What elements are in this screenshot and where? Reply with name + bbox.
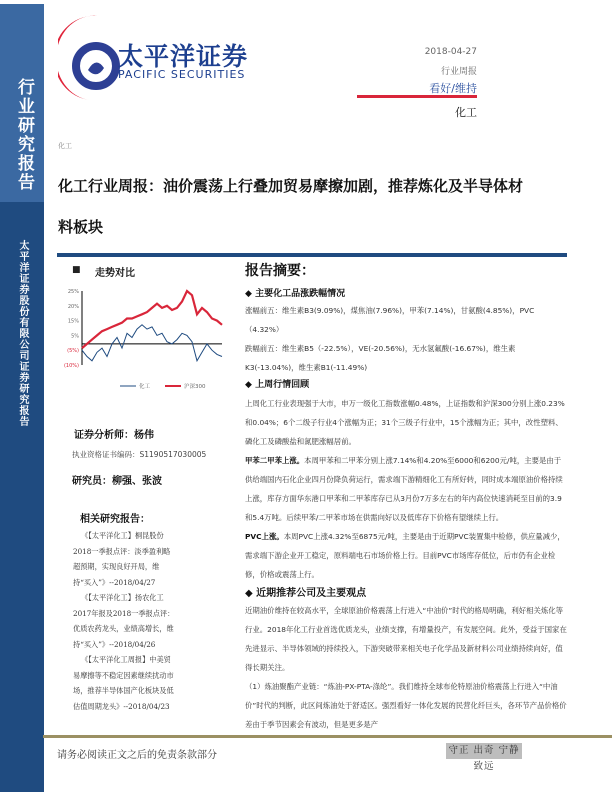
sidebar-title: 行业研究报告	[14, 78, 34, 192]
legend-label: 沪深300	[184, 384, 206, 390]
trend-chart	[60, 285, 235, 395]
series-line-hs300	[82, 291, 222, 348]
toluene-paragraph	[245, 451, 567, 527]
brand-name-en: PACIFIC SECURITIES	[118, 68, 246, 81]
top-losers: 跌幅前五：维生素B5（-22.5%），VE(-20.56%)，无水氢氟酸(-16.67%)，维生素K3(-13.04%)，维生素B1(-11.49%)	[245, 344, 516, 372]
report-title-line1: 化工行业周报：油价震荡上行叠加贸易摩擦加剧，推荐炼化及半导体材	[58, 177, 524, 195]
refining-paragraph: （1）炼油聚酯产业链：“炼油-PX-PTA-涤纶”。我们维持全球布伦特原油价格震荡上行进入“中油价”时代的判断，此区间炼油处于舒适区。强烈看好一体化发展的民营化纤巨头，各环节产品价格价差由于季节因素会有波动，但是更多是产	[245, 682, 567, 729]
pvc-paragraph	[245, 527, 567, 584]
report-type: 行业周报	[440, 67, 477, 77]
related-reports-list	[73, 528, 177, 714]
section-heading: 上周行情回顾	[255, 380, 310, 390]
footer-divider	[43, 735, 612, 738]
legend-label: 化工	[139, 384, 151, 390]
analyst: 证券分析师：杨伟	[74, 430, 154, 441]
pacific-securities-logo-icon	[58, 14, 120, 102]
sector: 化工	[455, 106, 477, 119]
license-number: 执业资格证书编码：S1190517030005	[72, 450, 207, 459]
related-reports-heading: 相关研究报告：	[80, 514, 150, 525]
report-title-line2: 料板块	[58, 218, 104, 236]
summary-heading: 报告摘要：	[245, 263, 315, 279]
rating: 看好/维持	[429, 82, 477, 95]
y-tick-label: (5%)	[67, 348, 79, 355]
paragraph-text: 本周甲苯和二甲苯分别上涨7.14%和4.20%至6000和6200元/吨，主要是由于供给端国内石化企业四月份降负荷运行，需求端下游精细化工有所好转，同时成本端原油价格持续上涨，库存方面华东港口甲苯和二甲苯库存已从3月份7万多左右的年内高位快速消耗至目前的3.9和5.4万吨。后续甲苯/二甲苯市场在供需向好以及低库存下价格有望继续上行。	[245, 456, 563, 522]
diamond-bullet-icon: ◆	[245, 289, 256, 299]
square-bullet-icon: ■	[72, 265, 81, 275]
company-motto: 守正 出奇 宁静 致远	[446, 743, 522, 759]
related-report-link[interactable]: 《【太平洋化工】桐昆股份2018一季报点评：淡季盈利略超预期，实现良好开局，维持“买入”》--2018/04/27	[73, 531, 171, 587]
recommendation-paragraph: 近期油价维持在较高水平，全球原油价格震荡上行进入“中油价”时代的格局明确，利好相关炼化等行业。2018年化工行业首选优质龙头，业绩支撑，有增量投产，有发展空间。此外，受益于国家在先进显示、半导体领域的持续投入，下游突破带来相关电子化学品及新材料公司业绩持续向好，值得长期关注。	[245, 606, 567, 672]
y-tick-label: 25%	[67, 289, 79, 295]
market-review: 上周化工行业表现强于大市，申万一级化工指数涨幅0.48%，上证指数和沪深300分别上涨0.23%和0.04%；6个二级子行业4个涨幅为正；31个三级子行业中，15个涨幅为正；其中，改性塑料、磷化工及磷酸盐和氮肥涨幅居前。	[245, 399, 565, 446]
related-report-link[interactable]: 《【太平洋化工周报】中美贸易摩擦等不稳定因素继续扰动市场，推荐半导体国产化板块及低估值周期龙头》--2018/04/23	[73, 655, 174, 711]
section-heading: 主要化工品涨跌幅情况	[255, 289, 346, 299]
y-tick-label: 20%	[67, 303, 79, 310]
disclaimer-note: 请务必阅读正文之后的免责条款部分	[57, 750, 217, 761]
paragraph-lead: PVC上涨。	[245, 532, 284, 541]
y-tick-label: (10%)	[63, 363, 79, 369]
sidebar-company: 太平洋证券股份有限公司证券研究报告	[17, 240, 28, 427]
paragraph-lead: 甲苯二甲苯上涨。	[245, 456, 305, 465]
y-tick-label: 15%	[67, 318, 79, 325]
related-report-link[interactable]: 《【太平洋化工】扬农化工2017年报及2018一季报点评：优质农药龙头，业绩高增长，维持“买入”》--2018/04/26	[73, 593, 175, 649]
trend-heading: 走势对比	[95, 268, 135, 279]
diamond-bullet-icon: ◆	[245, 380, 256, 390]
report-date: 2018-04-27	[424, 47, 477, 57]
brand-name-cn: 太平洋证券	[118, 42, 249, 71]
paragraph-text: 本周PVC上涨4.32%至6875元/吨，主要是由于近期PVC装置集中检修，供应量减少，需求端下游企业开工稳定，原料端电石市场价格上行。目前PVC市场库存低位，后市仍有企业检修，价格或震荡上行。	[245, 532, 565, 579]
header-divider	[357, 95, 477, 98]
section-heading: 近期推荐公司及主要观点	[256, 588, 367, 599]
report-summary	[245, 260, 567, 734]
diamond-bullet-icon: ◆	[245, 588, 257, 599]
researchers: 研究员：柳强、张波	[72, 476, 162, 487]
sector-tag: 化工	[58, 142, 72, 150]
section-divider	[57, 253, 567, 257]
top-gainers: 涨幅前五：维生素B3(9.09%)，煤焦油(7.96%)，甲苯(7.14%)，甘氨酸(4.85%)，PVC（4.32%）	[245, 306, 535, 334]
y-tick-label: 5%	[71, 333, 79, 340]
